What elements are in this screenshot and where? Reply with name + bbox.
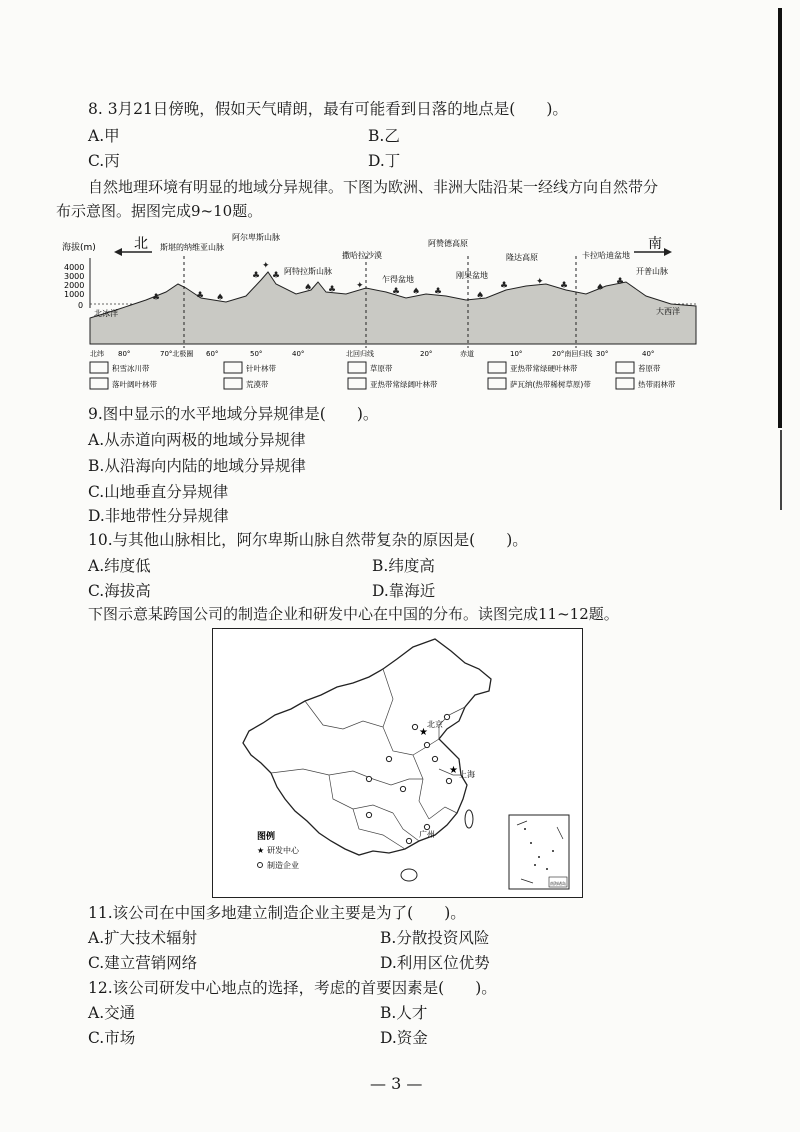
inset-label: 南海诸岛 (550, 881, 566, 886)
svg-text:♠: ♠ (216, 293, 225, 303)
q8-option-d[interactable]: D.丁 (368, 152, 401, 170)
q11-stem: 11.该公司在中国多地建立制造企业主要是为了( )。 (88, 904, 466, 922)
legend-item-6: 荒漠带 (246, 380, 269, 389)
map-legend-mfg: 制造企业 (267, 861, 299, 870)
label-congo: 刚果盆地 (456, 271, 488, 280)
q9-option-b[interactable]: B.从沿海向内陆的地域分异规律 (88, 457, 306, 475)
page-edge-line (778, 8, 782, 428)
label-cape: 开普山脉 (636, 267, 668, 276)
q11-option-a[interactable]: A.扩大技术辐射 (88, 929, 198, 947)
south-label: 南 (648, 236, 662, 252)
profile-y-1000: 1000 (64, 290, 85, 299)
legend-item-0: 积雪冰川带 (112, 364, 150, 373)
legend-item-7: 亚热带常绿阔叶林带 (370, 380, 438, 389)
europe-africa-profile-figure (56, 228, 706, 396)
q8-option-b[interactable]: B.乙 (368, 127, 400, 145)
q9-stem: 9.图中显示的水平地域分异规律是( )。 (88, 405, 379, 423)
q10-option-d[interactable]: D.靠海近 (372, 582, 436, 600)
x-tick-12: 40° (642, 350, 655, 358)
x-tick-1: 80° (118, 350, 131, 358)
label-alps: 阿尔卑斯山脉 (232, 233, 280, 242)
x-tick-7: 20° (420, 350, 433, 358)
q9-option-c[interactable]: C.山地垂直分异规律 (88, 483, 229, 501)
q10-option-b[interactable]: B.纬度高 (372, 557, 435, 575)
legend-item-8: 萨瓦纳(热带稀树草原)带 (510, 380, 591, 389)
legend-item-9: 热带雨林带 (638, 380, 676, 389)
intro-11-12: 下图示意某跨国公司的制造企业和研发中心在中国的分布。读图完成11~12题。 (88, 605, 619, 623)
x-tick-2: 70°北极圈 (160, 350, 194, 358)
svg-text:♠: ♠ (304, 283, 313, 293)
q10-option-a[interactable]: A.纬度低 (88, 557, 151, 575)
profile-y-4000: 4000 (64, 263, 85, 272)
map-label-beijing: 北京 (427, 720, 443, 729)
profile-y-label: 海拔(m) (62, 243, 96, 253)
north-label: 北 (134, 236, 148, 252)
q8-option-a[interactable]: A.甲 (88, 127, 120, 145)
star-icon: ★ (257, 846, 265, 855)
svg-text:♠: ♠ (596, 283, 605, 293)
q10-stem: 10.与其他山脉相比，阿尔卑斯山脉自然带复杂的原因是( )。 (88, 531, 528, 549)
x-tick-11: 30° (596, 350, 609, 358)
legend-item-4: 苔原带 (638, 364, 661, 373)
svg-text:♣: ♣ (272, 271, 281, 281)
svg-text:♣: ♣ (500, 281, 509, 291)
q11-option-c[interactable]: C.建立营销网络 (88, 954, 198, 972)
x-tick-8: 赤道 (460, 350, 474, 358)
q12-option-d[interactable]: D.资金 (380, 1029, 428, 1047)
svg-text:★: ★ (419, 727, 428, 738)
label-ahaggar: 阿赞德高原 (428, 239, 468, 248)
x-tick-9: 10° (510, 350, 523, 358)
map-legend-title: 图例 (257, 832, 276, 842)
svg-text:✦: ✦ (536, 277, 544, 287)
x-tick-5: 40° (292, 350, 305, 358)
q11-option-b[interactable]: B.分散投资风险 (380, 929, 490, 947)
map-label-shanghai: 上海 (459, 770, 475, 779)
intro-9-10-line1: 自然地理环境有明显的地域分异规律。下图为欧洲、非洲大陆沿某一经线方向自然带分 (88, 178, 659, 196)
svg-text:✦: ✦ (356, 281, 364, 291)
china-map (213, 629, 582, 897)
label-kalahari: 卡拉哈迪盆地 (582, 251, 630, 260)
svg-text:♣: ♣ (152, 293, 161, 303)
x-tick-3: 60° (206, 350, 219, 358)
svg-text:♠: ♠ (412, 287, 421, 297)
x-tick-4: 50° (250, 350, 263, 358)
label-sahara: 撒哈拉沙漠 (342, 251, 382, 260)
svg-text:♣: ♣ (252, 271, 261, 281)
x-tick-6: 北回归线 (346, 350, 374, 358)
profile-legend (90, 362, 676, 389)
page-number: — 3 — (370, 1074, 423, 1093)
label-atlantic: 大西洋 (656, 307, 680, 316)
q8-option-c[interactable]: C.丙 (88, 152, 120, 170)
x-tick-10: 20°南回归线 (552, 350, 593, 358)
profile-y-0: 0 (78, 301, 84, 310)
q8-stem: 8. 3月21日傍晚，假如天气晴朗，最有可能看到日落的地点是( )。 (88, 100, 568, 118)
circle-icon (258, 863, 263, 868)
map-legend-rd: 研发中心 (267, 846, 299, 855)
label-arctic-ocean: 北冰洋 (94, 309, 118, 318)
svg-text:♣: ♣ (328, 285, 337, 295)
q9-option-d[interactable]: D.非地带性分异规律 (88, 507, 229, 525)
svg-text:♣: ♣ (392, 287, 401, 297)
legend-item-1: 针叶林带 (246, 364, 276, 373)
x-tick-0: 北纬 (90, 350, 104, 358)
svg-text:♣: ♣ (616, 277, 625, 287)
q11-option-d[interactable]: D.利用区位优势 (380, 954, 490, 972)
profile-y-3000: 3000 (64, 272, 85, 281)
svg-text:★: ★ (449, 765, 458, 776)
label-lunda: 隆达高原 (506, 253, 538, 262)
svg-text:♣: ♣ (196, 291, 205, 301)
q12-option-b[interactable]: B.人才 (380, 1004, 428, 1022)
legend-item-3: 亚热带常绿硬叶林带 (510, 364, 578, 373)
svg-text:♣: ♣ (560, 281, 569, 291)
svg-text:♠: ♠ (476, 291, 485, 301)
legend-item-5: 落叶阔叶林带 (112, 380, 157, 389)
china-map-frame (212, 628, 583, 898)
q9-option-a[interactable]: A.从赤道向两极的地域分异规律 (88, 431, 306, 449)
label-atlas: 阿特拉斯山脉 (284, 267, 332, 276)
page-edge-line-thin (780, 430, 782, 510)
label-chad: 乍得盆地 (382, 275, 414, 284)
q12-option-a[interactable]: A.交通 (88, 1004, 136, 1022)
svg-text:✦: ✦ (262, 261, 270, 271)
q12-option-c[interactable]: C.市场 (88, 1029, 136, 1047)
legend-item-2: 草原带 (370, 364, 393, 373)
china-outline (243, 639, 491, 855)
map-label-guangzhou: 广州 (419, 830, 435, 839)
label-scandinavia: 斯堪的纳维亚山脉 (160, 243, 224, 252)
svg-text:♣: ♣ (434, 287, 443, 297)
profile-y-2000: 2000 (64, 281, 85, 290)
intro-9-10-line2: 布示意图。据图完成9~10题。 (56, 202, 263, 220)
q10-option-c[interactable]: C.海拔高 (88, 582, 151, 600)
q12-stem: 12.该公司研发中心地点的选择，考虑的首要因素是( )。 (88, 979, 497, 997)
